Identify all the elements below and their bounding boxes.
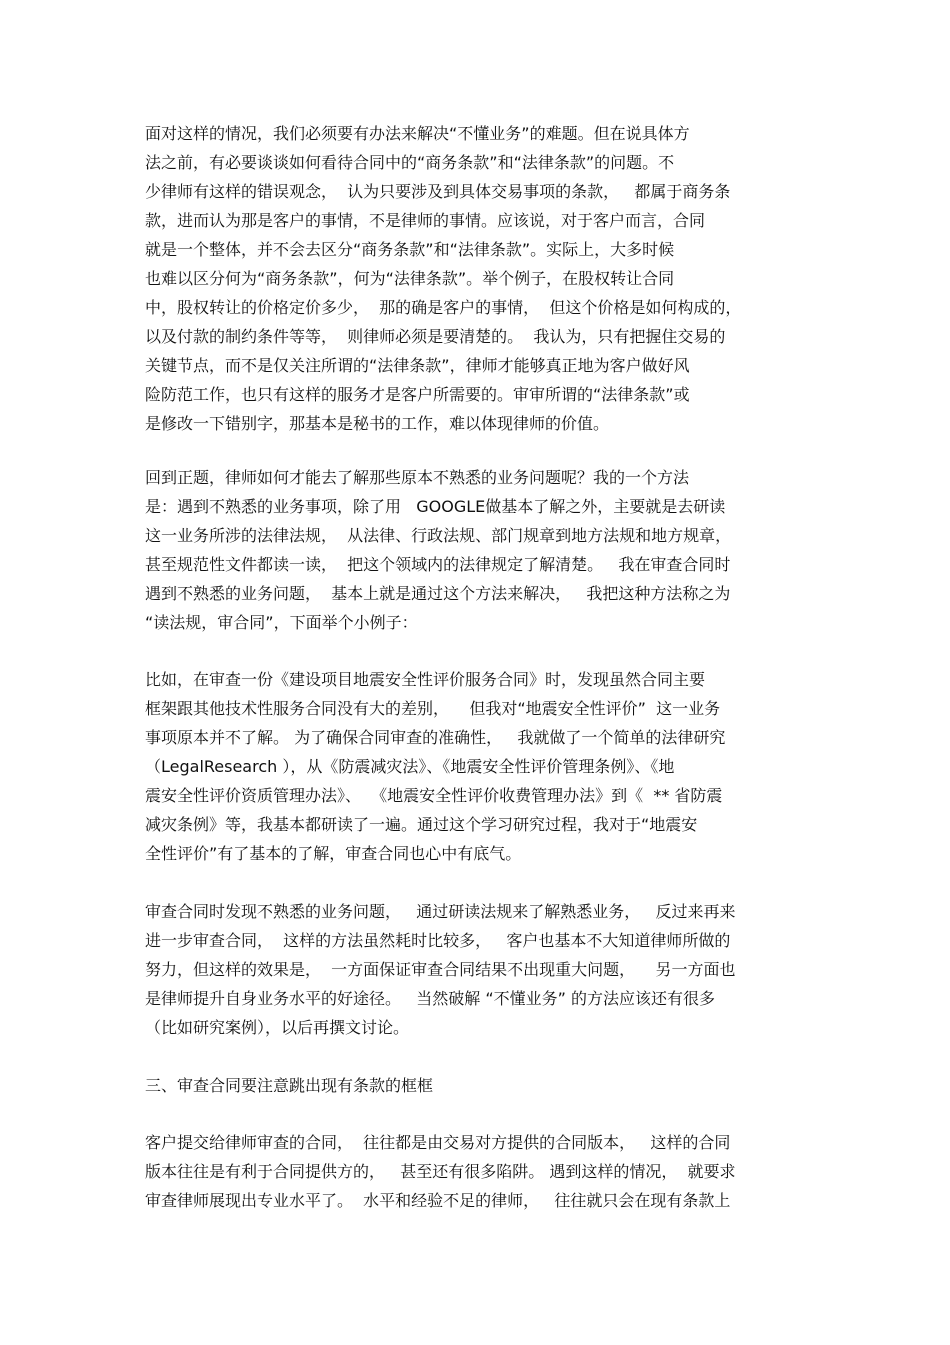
text-line: 以及付款的制约条件等等， 则律师必须是要清楚的。 我认为，只有把握住交易的 [145,327,726,346]
text-line: 遇到不熟悉的业务问题， 基本上就是通过这个方法来解决， 我把这种方法称之为 [145,584,731,603]
text-line: 是修改一下错别字，那基本是秘书的工作，难以体现律师的价值。 [145,414,610,433]
text-line: 就是一个整体，并不会去区分“商务条款”和“法律条款”。实际上，大多时候 [145,240,675,259]
text-line: 努力，但这样的效果是， 一方面保证审查合同结果不出现重大问题， 另一方面也 [145,960,736,979]
paragraph-read-regulations-method [145,463,825,637]
text-line: 客户提交给律师审查的合同， 往往都是由交易对方提供的合同版本， 这样的合同 [145,1133,731,1152]
text-line: 审查合同时发现不熟悉的业务问题， 通过研读法规来了解熟悉业务， 反过来再来 [145,902,736,921]
heading-text: 三、审查合同要注意跳出现有条款的框框 [145,1076,434,1095]
paragraph-seismic-example [145,665,825,868]
section-heading [145,1071,825,1100]
text-line: 震安全性评价资质管理办法》、 《地震安全性评价收费管理办法》到《 ** 省防震 [145,786,723,805]
paragraph-contract-review [145,1128,825,1215]
text-line: 险防范工作，也只有这样的服务才是客户所需要的。审审所谓的“法律条款”或 [145,385,690,404]
text-line: “读法规，审合同”，下面举个小例子： [145,613,418,632]
text-line: 版本往往是有利于合同提供方的， 甚至还有很多陷阱。 遇到这样的情况， 就要求 [145,1162,736,1181]
text-line: 面对这样的情况，我们必须要有办法来解决“不懂业务”的难题。但在说具体方 [145,124,690,143]
text-line: 款，进而认为那是客户的事情，不是律师的事情。应该说，对于客户而言，合同 [145,211,706,230]
text-line: 全性评价”有了基本的了解，审查合同也心中有底气。 [145,844,522,863]
text-line: 中，股权转让的价格定价多少， 那的确是客户的事情， 但这个价格是如何构成的， [145,298,742,317]
text-line: 关键节点，而不是仅关注所谓的“法律条款”，律师才能够真正地为客户做好风 [145,356,690,375]
text-line: 也难以区分何为“商务条款”，何为“法律条款”。举个例子，在股权转让合同 [145,269,675,288]
text-line: 这一业务所涉的法律法规， 从法律、行政法规、部门规章到地方法规和地方规章， [145,526,732,545]
text-line: （LegalResearch ），从《防震减灾法》、《地震安全性评价管理条例》、《地 [145,757,675,776]
text-line: 少律师有这样的错误观念， 认为只要涉及到具体交易事项的条款， 都属于商务条 [145,182,731,201]
text-line: 法之前，有必要谈谈如何看待合同中的“商务条款”和“法律条款”的问题。不 [145,153,675,172]
paragraph-conclusion [145,897,825,1042]
text-line: 甚至规范性文件都读一读， 把这个领域内的法律规定了解清楚。 我在审查合同时 [145,555,731,574]
paragraph-business-vs-legal-clauses [145,119,825,438]
text-line: 进一步审查合同， 这样的方法虽然耗时比较多， 客户也基本不大知道律师所做的 [145,931,731,950]
text-line: 减灾条例》等，我基本都研读了一遍。通过这个学习研究过程，我对于“地震安 [145,815,698,834]
text-line: 事项原本并不了解。 为了确保合同审查的准确性， 我就做了一个简单的法律研究 [145,728,726,747]
text-line: 是律师提升自身业务水平的好途径。 当然破解 “不懂业务” 的方法应该还有很多 [145,989,716,1008]
text-line: 是：遇到不熟悉的业务事项，除了用 GOOGLE做基本了解之外，主要就是去研读 [145,497,726,516]
text-line: 审查律师展现出专业水平了。 水平和经验不足的律师， 往往就只会在现有条款上 [145,1191,731,1210]
text-line: （比如研究案例），以后再撰文讨论。 [145,1018,410,1037]
text-line: 比如，在审查一份《建设项目地震安全性评价服务合同》时，发现虽然合同主要 [145,670,706,689]
text-line: 框架跟其他技术性服务合同没有大的差别， 但我对“地震安全性评价” 这一业务 [145,699,721,718]
text-line: 回到正题，律师如何才能去了解那些原本不熟悉的业务问题呢？我的一个方法 [145,468,690,487]
